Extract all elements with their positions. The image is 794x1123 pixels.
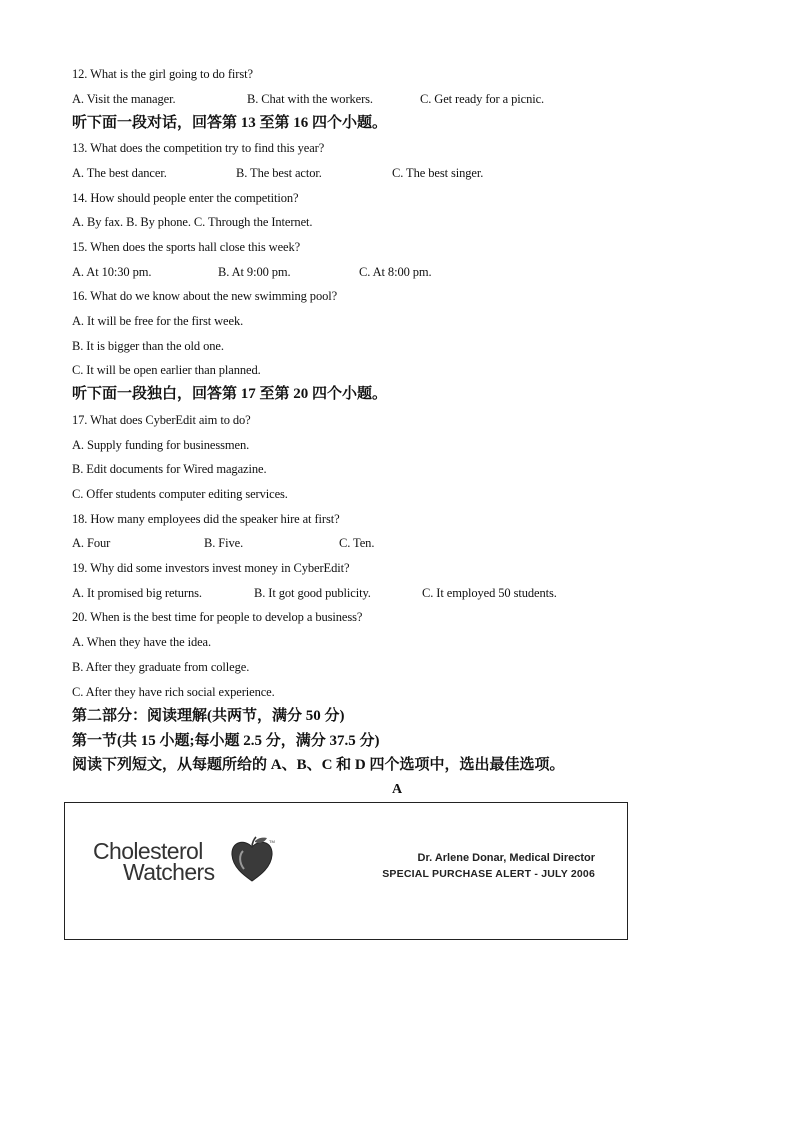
director-name: Dr. Arlene Donar, Medical Director <box>417 852 595 864</box>
brand-logo <box>93 838 233 885</box>
option-c: C. Get ready for a picnic. <box>420 92 545 106</box>
option-b: B. Chat with the workers. <box>247 92 373 106</box>
section-2-instruction: 阅读下列短文，从每题所给的 A、B、C 和 D 四个选项中，选出最佳选项。 <box>72 757 565 773</box>
question-12-options <box>72 91 632 107</box>
option-a: A. Four <box>72 536 111 550</box>
option-c: C. The best singer. <box>392 166 484 180</box>
question-12-stem: 12. What is the girl going to do first? <box>72 67 253 81</box>
question-14-options: A. By fax. B. By phone. C. Through the Internet. <box>72 215 313 229</box>
option-c: C. Ten. <box>339 536 375 550</box>
question-15-options <box>72 264 632 280</box>
question-19-options <box>72 585 632 601</box>
question-17-stem: 17. What does CyberEdit aim to do? <box>72 413 251 427</box>
question-20-option-a: A. When they have the idea. <box>72 635 212 649</box>
option-a: A. The best dancer. <box>72 166 167 180</box>
question-20-stem: 20. When is the best time for people to develop a business? <box>72 610 363 624</box>
option-a: A. At 10:30 pm. <box>72 265 152 279</box>
question-16-stem: 16. What do we know about the new swimming pool? <box>72 289 338 303</box>
question-17-option-b: B. Edit documents for Wired magazine. <box>72 462 267 476</box>
logo-line-2: Watchers <box>123 859 215 885</box>
question-20-option-c: C. After they have rich social experience. <box>72 685 275 699</box>
question-15-stem: 15. When does the sports hall close this week? <box>72 240 301 254</box>
question-16-option-b: B. It is bigger than the old one. <box>72 339 224 353</box>
section-heading-monologue: 听下面一段独白，回答第 17 至第 20 四个小题。 <box>72 386 388 402</box>
ad-header-text <box>382 851 595 883</box>
option-c: C. At 8:00 pm. <box>359 265 432 279</box>
question-17-option-a: A. Supply funding for businessmen. <box>72 438 250 452</box>
section-heading-dialogue: 听下面一段对话，回答第 13 至第 16 四个小题。 <box>72 115 388 131</box>
question-18-stem: 18. How many employees did the speaker hire at first? <box>72 512 340 526</box>
question-14-stem: 14. How should people enter the competition? <box>72 191 299 205</box>
section-2-part-1: 第一节(共 15 小题;每小题 2.5 分，满分 37.5 分) <box>72 733 380 749</box>
logo-line-1: Cholesterol <box>93 838 203 864</box>
question-20-option-b: B. After they graduate from college. <box>72 660 250 674</box>
apple-heart-icon <box>229 835 275 883</box>
question-17-option-c: C. Offer students computer editing services. <box>72 487 288 501</box>
option-b: B. At 9:00 pm. <box>218 265 291 279</box>
question-18-options <box>72 535 632 551</box>
option-b: B. The best actor. <box>236 166 322 180</box>
option-b: B. It got good publicity. <box>254 586 371 600</box>
section-2-title: 第二部分：阅读理解(共两节，满分 50 分) <box>72 708 345 724</box>
question-13-stem: 13. What does the competition try to find this year? <box>72 141 325 155</box>
passage-letter: A <box>391 782 403 797</box>
question-13-options <box>72 165 632 181</box>
question-16-option-c: C. It will be open earlier than planned. <box>72 363 261 377</box>
purchase-alert: SPECIAL PURCHASE ALERT - JULY 2006 <box>382 868 595 880</box>
advertisement-image <box>64 802 628 940</box>
option-c: C. It employed 50 students. <box>422 586 557 600</box>
question-19-stem: 19. Why did some investors invest money in CyberEdit? <box>72 561 350 575</box>
option-a: A. Visit the manager. <box>72 92 176 106</box>
option-b: B. Five. <box>204 536 244 550</box>
question-16-option-a: A. It will be free for the first week. <box>72 314 244 328</box>
svg-text:TM: TM <box>269 839 275 844</box>
option-a: A. It promised big returns. <box>72 586 202 600</box>
